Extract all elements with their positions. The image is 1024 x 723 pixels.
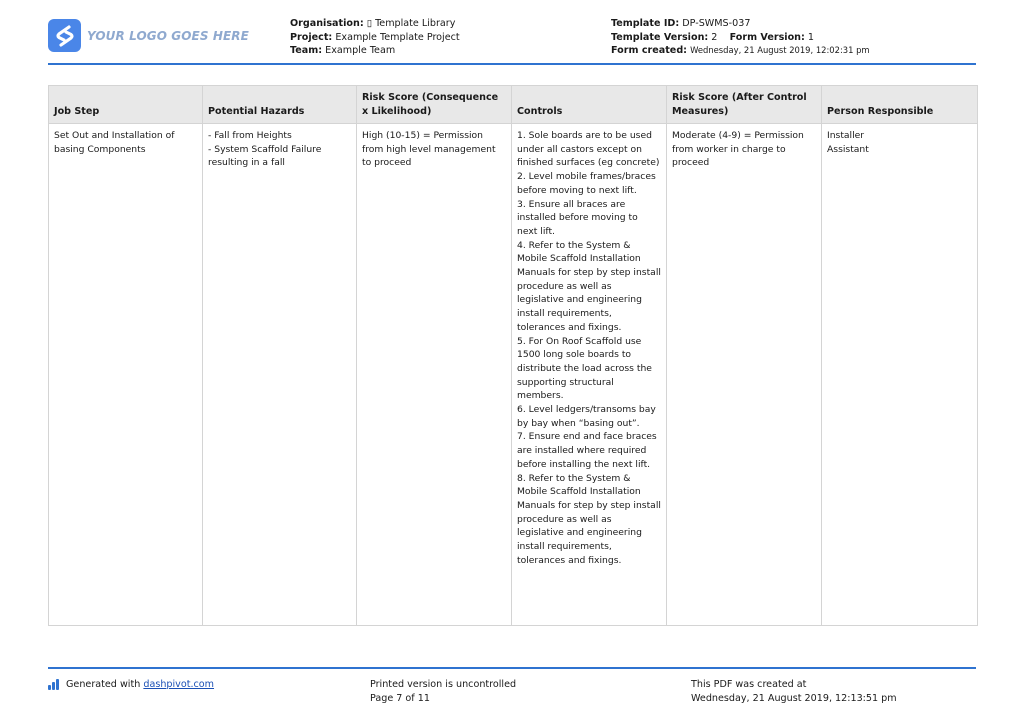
control-item: 5. For On Roof Scaffold use 1500 long sole boards to distribute the load across the supporting structural members.	[517, 335, 652, 402]
project-label: Project:	[290, 31, 333, 43]
footer-generated	[48, 678, 214, 692]
footer-pdf-created	[691, 678, 897, 705]
controls-cell	[512, 124, 667, 626]
template-version-label: Template Version:	[611, 31, 709, 43]
project-row	[290, 31, 460, 45]
logo-icon	[48, 19, 81, 52]
table-row	[49, 124, 978, 626]
pdf-created-value: Wednesday, 21 August 2019, 12:13:51 pm	[691, 692, 897, 704]
organisation-label: Organisation:	[290, 18, 364, 29]
risk-after-cell: Moderate (4-9) = Permission from worker in charge to proceed	[667, 124, 822, 626]
person-item: Assistant	[827, 143, 869, 155]
team-label: Team:	[290, 45, 323, 57]
template-id-value: DP-SWMS-037	[682, 18, 751, 29]
team-row	[290, 44, 460, 58]
column-header-risk-score: Risk Score (Consequence x Likelihood)	[357, 86, 512, 124]
pdf-created-label: This PDF was created at	[691, 679, 807, 690]
project-value: Example Template Project	[335, 31, 460, 43]
person-responsible-cell	[822, 124, 978, 626]
footer-page-info	[370, 678, 516, 705]
control-item: 3. Ensure all braces are installed before moving to next lift.	[517, 198, 638, 237]
control-item: 7. Ensure end and face braces are installed where required before installing the next lift.	[517, 431, 657, 470]
header-divider	[48, 63, 976, 65]
company-logo	[48, 19, 249, 52]
swms-table	[48, 85, 978, 626]
organisation-value: ▯ Template Library	[366, 18, 456, 29]
control-item: 8. Refer to the System & Mobile Scaffold Installation Manuals for step by step install procedure as well as legislative and engineering install requirements, tolerances and fixings.	[517, 472, 661, 566]
column-header-controls: Controls	[512, 86, 667, 124]
column-header-potential-hazards: Potential Hazards	[203, 86, 357, 124]
dashpivot-bars-icon	[48, 679, 60, 690]
logo-text: YOUR LOGO GOES HERE	[87, 28, 249, 43]
header-template-info	[611, 17, 870, 58]
risk-score-cell: High (10-15) = Permission from high level management to proceed	[357, 124, 512, 626]
control-item: 6. Level ledgers/transoms bay by bay when “basing out”.	[517, 404, 656, 429]
dashpivot-link[interactable]: dashpivot.com	[143, 679, 215, 690]
page-number: Page 7 of 11	[370, 692, 430, 704]
form-created-row	[611, 44, 870, 58]
form-version-label: Form Version:	[729, 31, 805, 43]
control-item: 4. Refer to the System & Mobile Scaffold Installation Manuals for step by step install procedure as well as legislative and engineering install requirements, tolerances and fixings.	[517, 239, 661, 333]
header-project-info	[290, 17, 460, 58]
template-id-row	[611, 17, 870, 31]
form-version-value: 1	[807, 31, 814, 43]
template-id-label: Template ID:	[611, 18, 680, 29]
hazard-item: - System Scaffold Failure resulting in a fall	[208, 143, 322, 169]
footer-divider	[48, 667, 976, 669]
control-item: 2. Level mobile frames/braces before moving to next lift.	[517, 171, 656, 196]
hazards-cell	[203, 124, 357, 626]
version-row	[611, 31, 870, 45]
template-version-value: 2	[711, 31, 718, 43]
column-header-person-responsible: Person Responsible	[822, 86, 978, 124]
column-header-risk-score-after: Risk Score (After Control Measures)	[667, 86, 822, 124]
table-header-row	[49, 86, 978, 124]
job-step-cell: Set Out and Installation of basing Components	[49, 124, 203, 626]
organisation-row	[290, 17, 460, 31]
control-item: 1. Sole boards are to be used under all castors except on finished surfaces (eg concrete)	[517, 130, 660, 169]
person-item: Installer	[827, 130, 865, 141]
column-header-job-step: Job Step	[49, 86, 203, 124]
form-created-value: Wednesday, 21 August 2019, 12:02:31 pm	[690, 45, 870, 56]
generated-prefix: Generated with	[66, 679, 141, 690]
hazard-item: - Fall from Heights	[208, 130, 292, 141]
form-created-label: Form created:	[611, 45, 688, 57]
team-value: Example Team	[325, 45, 396, 57]
printed-notice: Printed version is uncontrolled	[370, 679, 517, 690]
